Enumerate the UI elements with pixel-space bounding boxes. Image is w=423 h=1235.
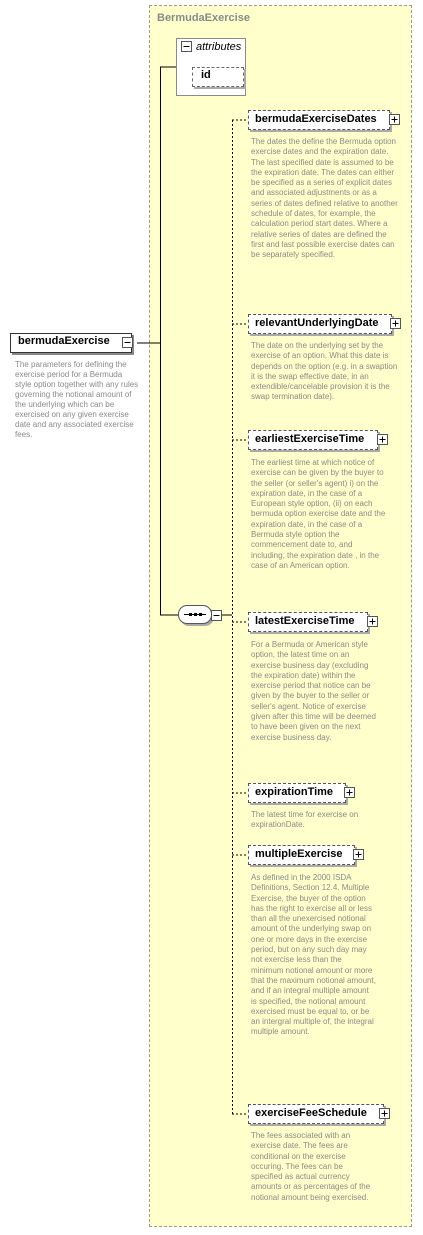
expand-earliest-exercise-time-icon[interactable] <box>377 434 388 445</box>
element-expiration-time-description: The latest time for exercise on expirationDate. <box>251 810 359 830</box>
expand-bermuda-exercise-dates-icon[interactable] <box>389 114 400 125</box>
element-latest-exercise-time-description: For a Bermuda or American style option, the latest time on an exercise business day (excluding the expiration date) within the exercise period that notice can be given by the buyer to the seller or seller's agent. Notice of exercise given after this time will be deemed to have been given on the next exercise business day. <box>251 640 376 742</box>
sequence-icon <box>179 606 211 623</box>
element-bermuda-exercise-dates-label: bermudaExerciseDates <box>255 113 377 125</box>
collapse-attributes-icon[interactable] <box>181 41 192 52</box>
attributes-heading: attributes <box>196 41 242 53</box>
expand-expiration-time-icon[interactable] <box>344 787 355 798</box>
expand-exercise-fee-schedule-icon[interactable] <box>379 1108 390 1119</box>
element-latest-exercise-time-label: latestExerciseTime <box>255 615 355 627</box>
element-bermuda-exercise-dates-description: The dates the define the Bermuda option exercise dates and the expiration date. The last specified date is assumed to be the expiration date. The dates can either be specified as a series of explicit dates and associated adjustments or as a series of dates defined relative to another schedule of dates, for example, the calculation period start dates. Where a relative series of dates are defined the first and last possible exercise dates can be separately specified. <box>251 137 398 260</box>
collapse-root-icon[interactable] <box>122 337 133 348</box>
element-relevant-underlying-date-label: relevantUnderlyingDate <box>255 317 379 329</box>
collapse-sequence-icon[interactable] <box>211 610 222 621</box>
root-element-label: bermudaExercise <box>18 335 110 347</box>
root-element-description: The parameters for defining the exercise period for a Bermuda style option together with any rules governing the notional amount of the underlying which can be exercised on any given exercise date and any associated exercise fees. <box>15 360 139 439</box>
element-expiration-time-label: expirationTime <box>255 786 334 798</box>
element-relevant-underlying-date-description: The date on the underlying set by the exercise of an option. What this date is depends on the option (e.g. in a swaption it is the swap effective date, in an extendible/cancelable provision it is the swap termination date). <box>251 341 398 402</box>
attribute-id-label: id <box>201 69 211 81</box>
group-title: BermudaExercise <box>157 12 250 24</box>
expand-multiple-exercise-icon[interactable] <box>353 849 364 860</box>
element-multiple-exercise-label: multipleExercise <box>255 848 343 860</box>
expand-relevant-underlying-date-icon[interactable] <box>390 318 401 329</box>
element-exercise-fee-schedule-label: exerciseFeeSchedule <box>255 1107 367 1119</box>
element-multiple-exercise-description: As defined in the 2000 ISDA Definitions, Section 12.4. Multiple Exercise, the buyer of the option has the right to exercise all or less than all the unexercised notional amount of the underlying swap on one or more days in the exercise period, but on any such day may not exercise less than the minimum notional amount or more that the maximum notional amount, and if an integral multiple amount is specified, the notional amount exercised must be equal to, or be an intergral multiple of, the integral multiple amount. <box>251 873 376 1037</box>
element-earliest-exercise-time-description: The earliest time at which notice of exercise can be given by the buyer to the seller (or seller's agent) i) on the expiration date, in the case of a European style option, (ii) on each bermuda option exercise date and the expiration date, in the case of a Bermuda style option the commencement date to, and including, the expiration date , in the case of an American option. <box>251 458 386 570</box>
attribute-id-box[interactable] <box>192 67 244 87</box>
element-exercise-fee-schedule-description: The fees associated with an exercise date. The fees are conditional on the exercise occuring. The fees can be specified as actual currency amounts or as percentages of the notional amount being exercised. <box>251 1131 371 1202</box>
expand-latest-exercise-time-icon[interactable] <box>367 616 378 627</box>
sequence-compositor[interactable] <box>178 605 212 624</box>
element-earliest-exercise-time-label: earliestExerciseTime <box>255 433 365 445</box>
